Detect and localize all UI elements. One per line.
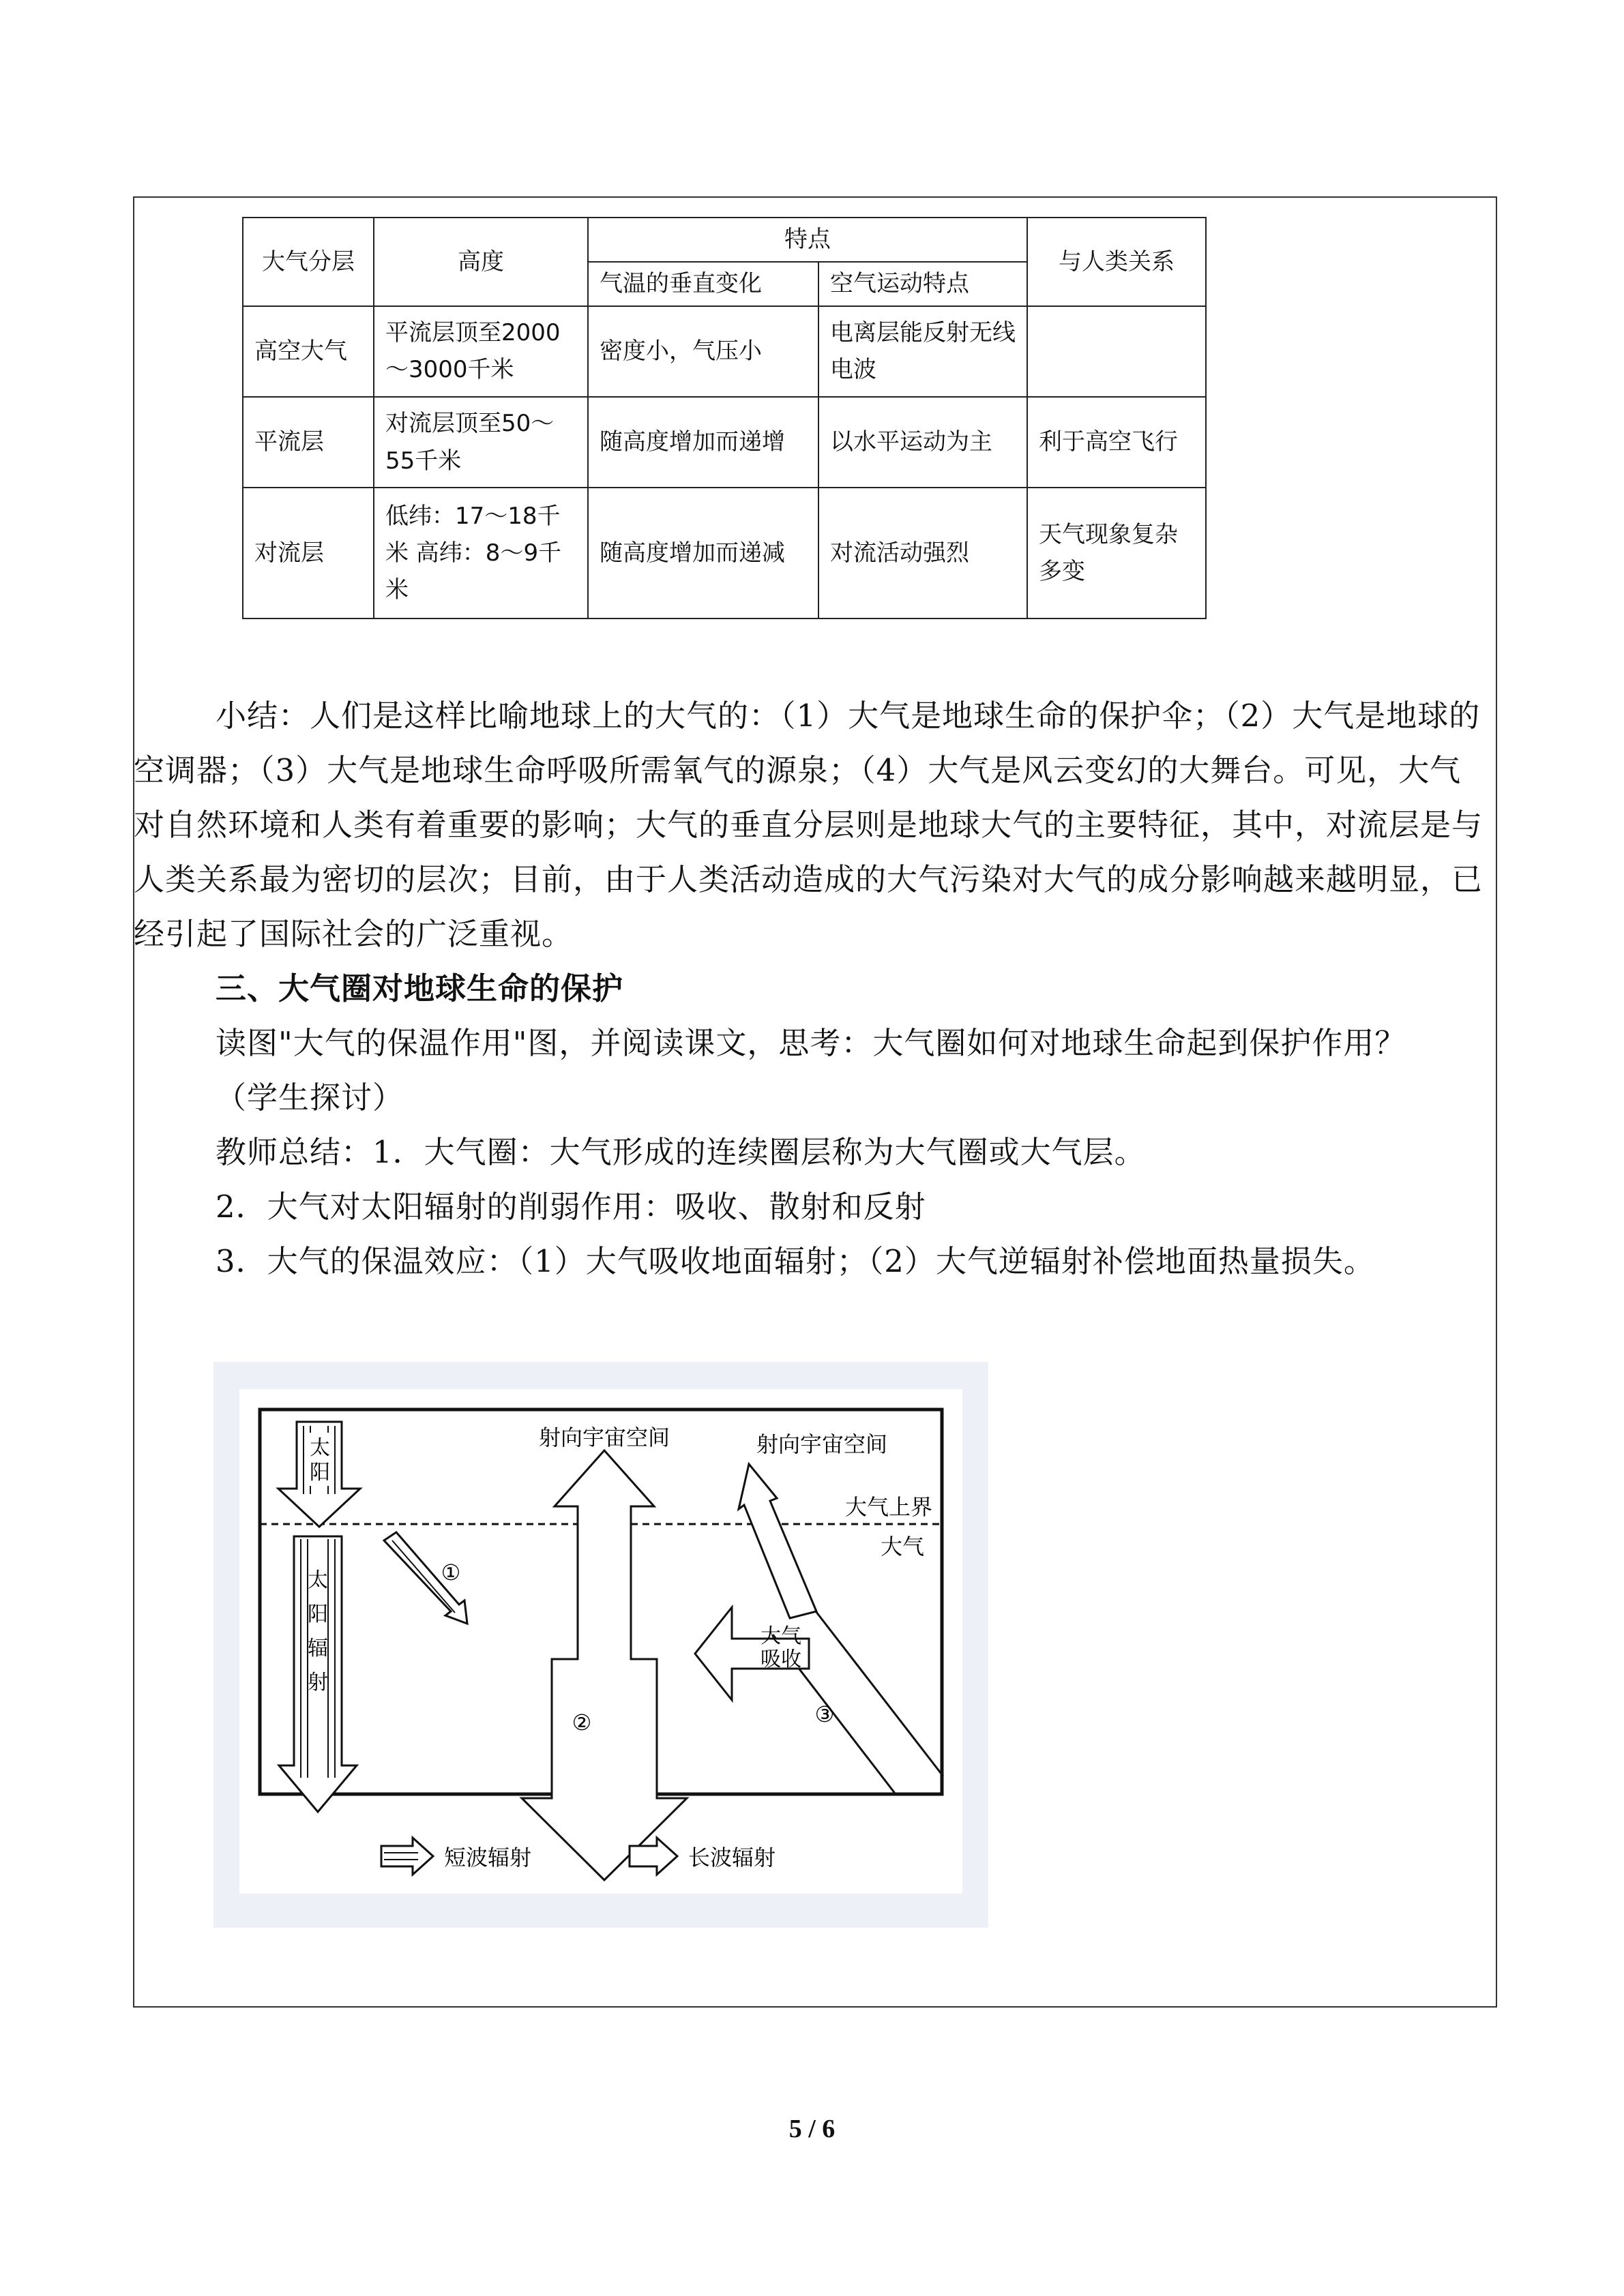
atmosphere-layers-table	[242, 217, 1207, 619]
solar-label-2: 阳	[308, 1602, 328, 1626]
sun-label-2: 阳	[310, 1461, 330, 1485]
absorb-label-1: 大气	[761, 1624, 801, 1648]
page-number: 5 / 6	[788, 2115, 836, 2143]
summary-paragraph	[134, 689, 1484, 961]
header-height: 高度	[374, 218, 588, 306]
cell-relation: 利于高空飞行	[1027, 397, 1206, 488]
section3-read: 读图"大气的保温作用"图，并阅读课文，思考：大气圈如何对地球生命起到保护作用？	[216, 1025, 1406, 1061]
header-temp-change: 气温的垂直变化	[588, 262, 818, 306]
to-space-label-1: 射向宇宙空间	[538, 1425, 670, 1450]
to-space-label-2: 射向宇宙空间	[756, 1431, 888, 1457]
section3-heading: 三、大气圈对地球生命的保护	[216, 970, 624, 1007]
header-relation: 与人类关系	[1027, 218, 1206, 306]
solar-label-3: 辐	[308, 1637, 328, 1660]
cell-height: 低纬：17～18千米 高纬：8～9千米	[374, 488, 588, 618]
solar-label-4: 射	[308, 1671, 328, 1695]
cell-temp: 密度小，气压小	[588, 306, 818, 397]
header-air-motion: 空气运动特点	[818, 262, 1027, 306]
table-row	[243, 397, 1206, 488]
cell-temp: 随高度增加而递减	[588, 488, 818, 618]
table-row	[243, 488, 1206, 618]
greenhouse-effect-diagram	[213, 1362, 988, 1928]
cell-motion: 对流活动强烈	[818, 488, 1027, 618]
sun-label-1: 太	[310, 1436, 330, 1460]
cell-motion: 电离层能反射无线电波	[818, 306, 1027, 397]
section3-point3: 3．大气的保温效应：（1）大气吸收地面辐射；（2）大气逆辐射补偿地面热量损失。	[216, 1243, 1375, 1279]
table-row	[243, 306, 1206, 397]
section3-point2: 2．大气对太阳辐射的削弱作用：吸收、散射和反射	[216, 1189, 926, 1225]
header-layer: 大气分层	[243, 218, 374, 306]
legend-longwave-label: 长波辐射	[688, 1845, 776, 1870]
mark-3: ③	[814, 1701, 835, 1727]
cell-relation: 天气现象复杂多变	[1027, 488, 1206, 618]
summary-text: 人们是这样比喻地球上的大气的：（1）大气是地球生命的保护伞；（2）大气是地球的空调器；（3）大气是地球生命呼吸所需氧气的源泉；（4）大气是风云变幻的大舞台。可见，大气对自然环境和人类有着重要的影响；大气的垂直分层则是地球大气的主要特征，其中，对流层是与人类关系最为密切的层次；目前，由于人类活动造成的大气污染对大气的成分影响越来越明显，已经引起了国际社会的广泛重视。	[134, 698, 1483, 952]
cell-layer: 高空大气	[243, 306, 374, 397]
section3-point1: 教师总结：1．大气圈：大气形成的连续圈层称为大气圈或大气层。	[216, 1134, 1146, 1170]
cell-height: 对流层顶至50～55千米	[374, 397, 588, 488]
section3-discuss: （学生探讨）	[216, 1079, 404, 1116]
atmosphere-label: 大气	[880, 1534, 925, 1560]
upper-boundary-label: 大气上界	[844, 1494, 933, 1520]
cell-height: 平流层顶至2000～3000千米	[374, 306, 588, 397]
summary-block	[134, 689, 1484, 961]
solar-label-1: 太	[308, 1568, 328, 1592]
summary-label: 小结：	[216, 698, 310, 734]
cell-layer: 对流层	[243, 488, 374, 618]
cell-temp: 随高度增加而递增	[588, 397, 818, 488]
cell-layer: 平流层	[243, 397, 374, 488]
header-features: 特点	[588, 218, 1027, 262]
cell-relation	[1027, 306, 1206, 397]
section3-block	[134, 961, 1484, 1289]
absorb-label-2: 吸收	[761, 1648, 801, 1671]
legend-shortwave-label: 短波辐射	[444, 1845, 532, 1870]
cell-motion: 以水平运动为主	[818, 397, 1027, 488]
mark-2: ②	[572, 1710, 592, 1735]
mark-1: ①	[441, 1560, 461, 1585]
